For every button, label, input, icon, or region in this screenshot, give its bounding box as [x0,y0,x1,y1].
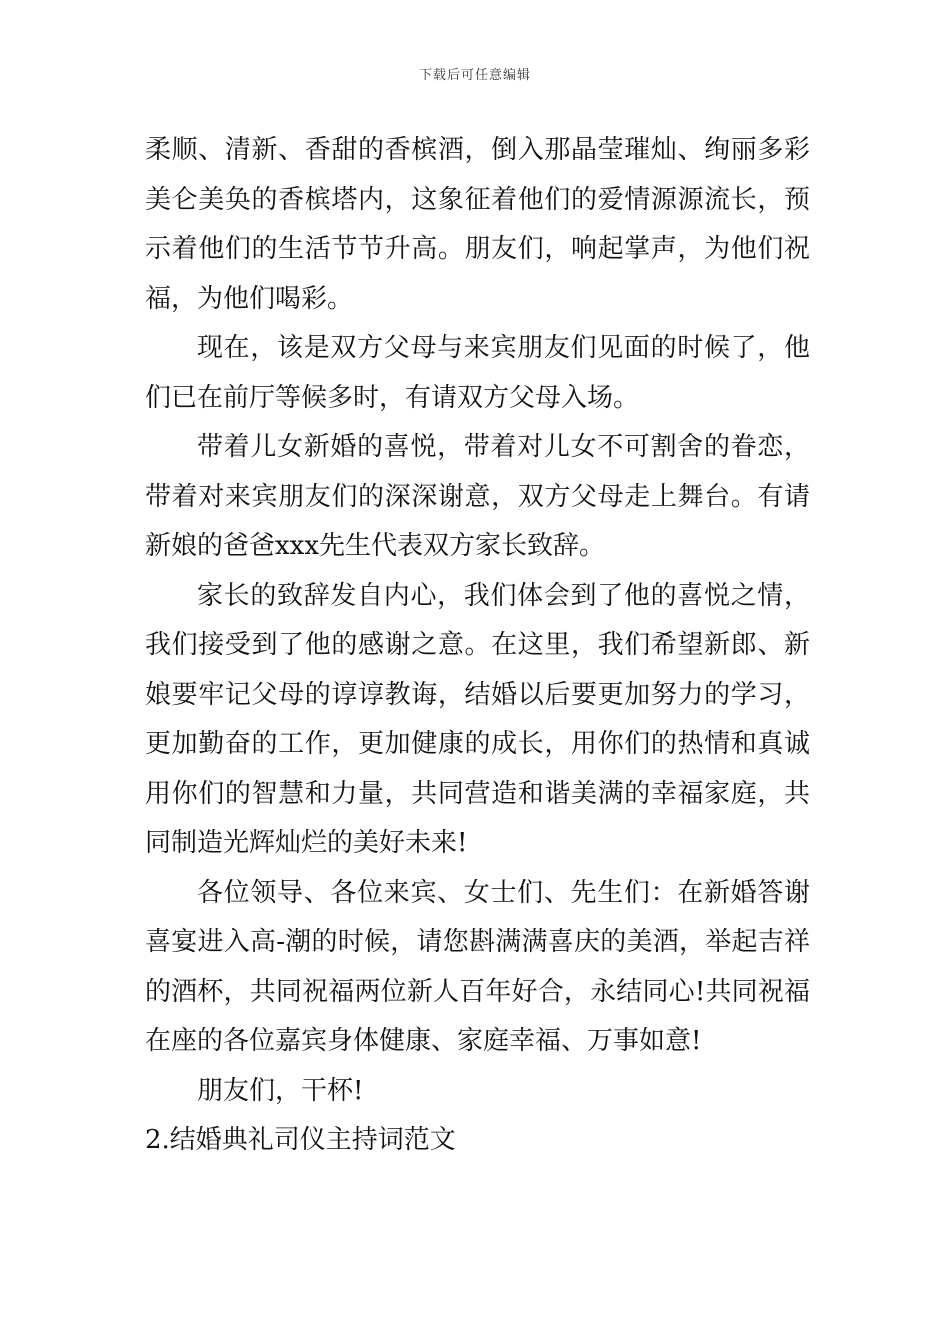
page-header: 下载后可任意编辑 [418,68,531,83]
paragraph-parents-entrance: 现在，该是双方父母与来宾朋友们见面的时候了，他们已在前厅等候多时，有请双方父母入场。 [145,333,810,413]
document-body [145,126,810,1166]
paragraph-parents-stage: 带着儿女新婚的喜悦，带着对儿女不可割舍的眷恋，带着对来宾朋友们的深深谢意，双方父母走上舞台。有请新娘的爸爸xxx先生代表双方家长致辞。 [145,432,810,561]
paragraph-parents-speech: 家长的致辞发自内心，我们体会到了他的喜悦之情，我们接受到了他的感谢之意。在这里，我们希望新郎、新娘要牢记父母的谆谆教诲，结婚以后要更加努力的学习，更加勤奋的工作，更加健康的成长，用你们的热情和真诚用你们的智慧和力量，共同营造和谐美满的幸福家庭，共同制造光辉灿烂的美好未来! [145,580,810,858]
section-heading: 2.结婚典礼司仪主持词范文 [145,1125,456,1155]
paragraph-champagne: 柔顺、清新、香甜的香槟酒，倒入那晶莹璀灿、绚丽多彩美仑美奂的香槟塔内，这象征着他们的爱情源源流长，预示着他们的生活节节升高。朋友们，响起掌声，为他们祝福，为他们喝彩。 [145,135,810,314]
paragraph-cheers: 朋友们，干杯! [197,1075,364,1106]
paragraph-toast-invitation: 各位领导、各位来宾、女士们、先生们：在新婚答谢喜宴进入高-潮的时候，请您斟满满喜庆的美酒，举起吉祥的酒杯，共同祝福两位新人百年好合，永结同心!共同祝福在座的各位嘉宾身体健康、家庭幸福、万事如意! [145,877,810,1056]
